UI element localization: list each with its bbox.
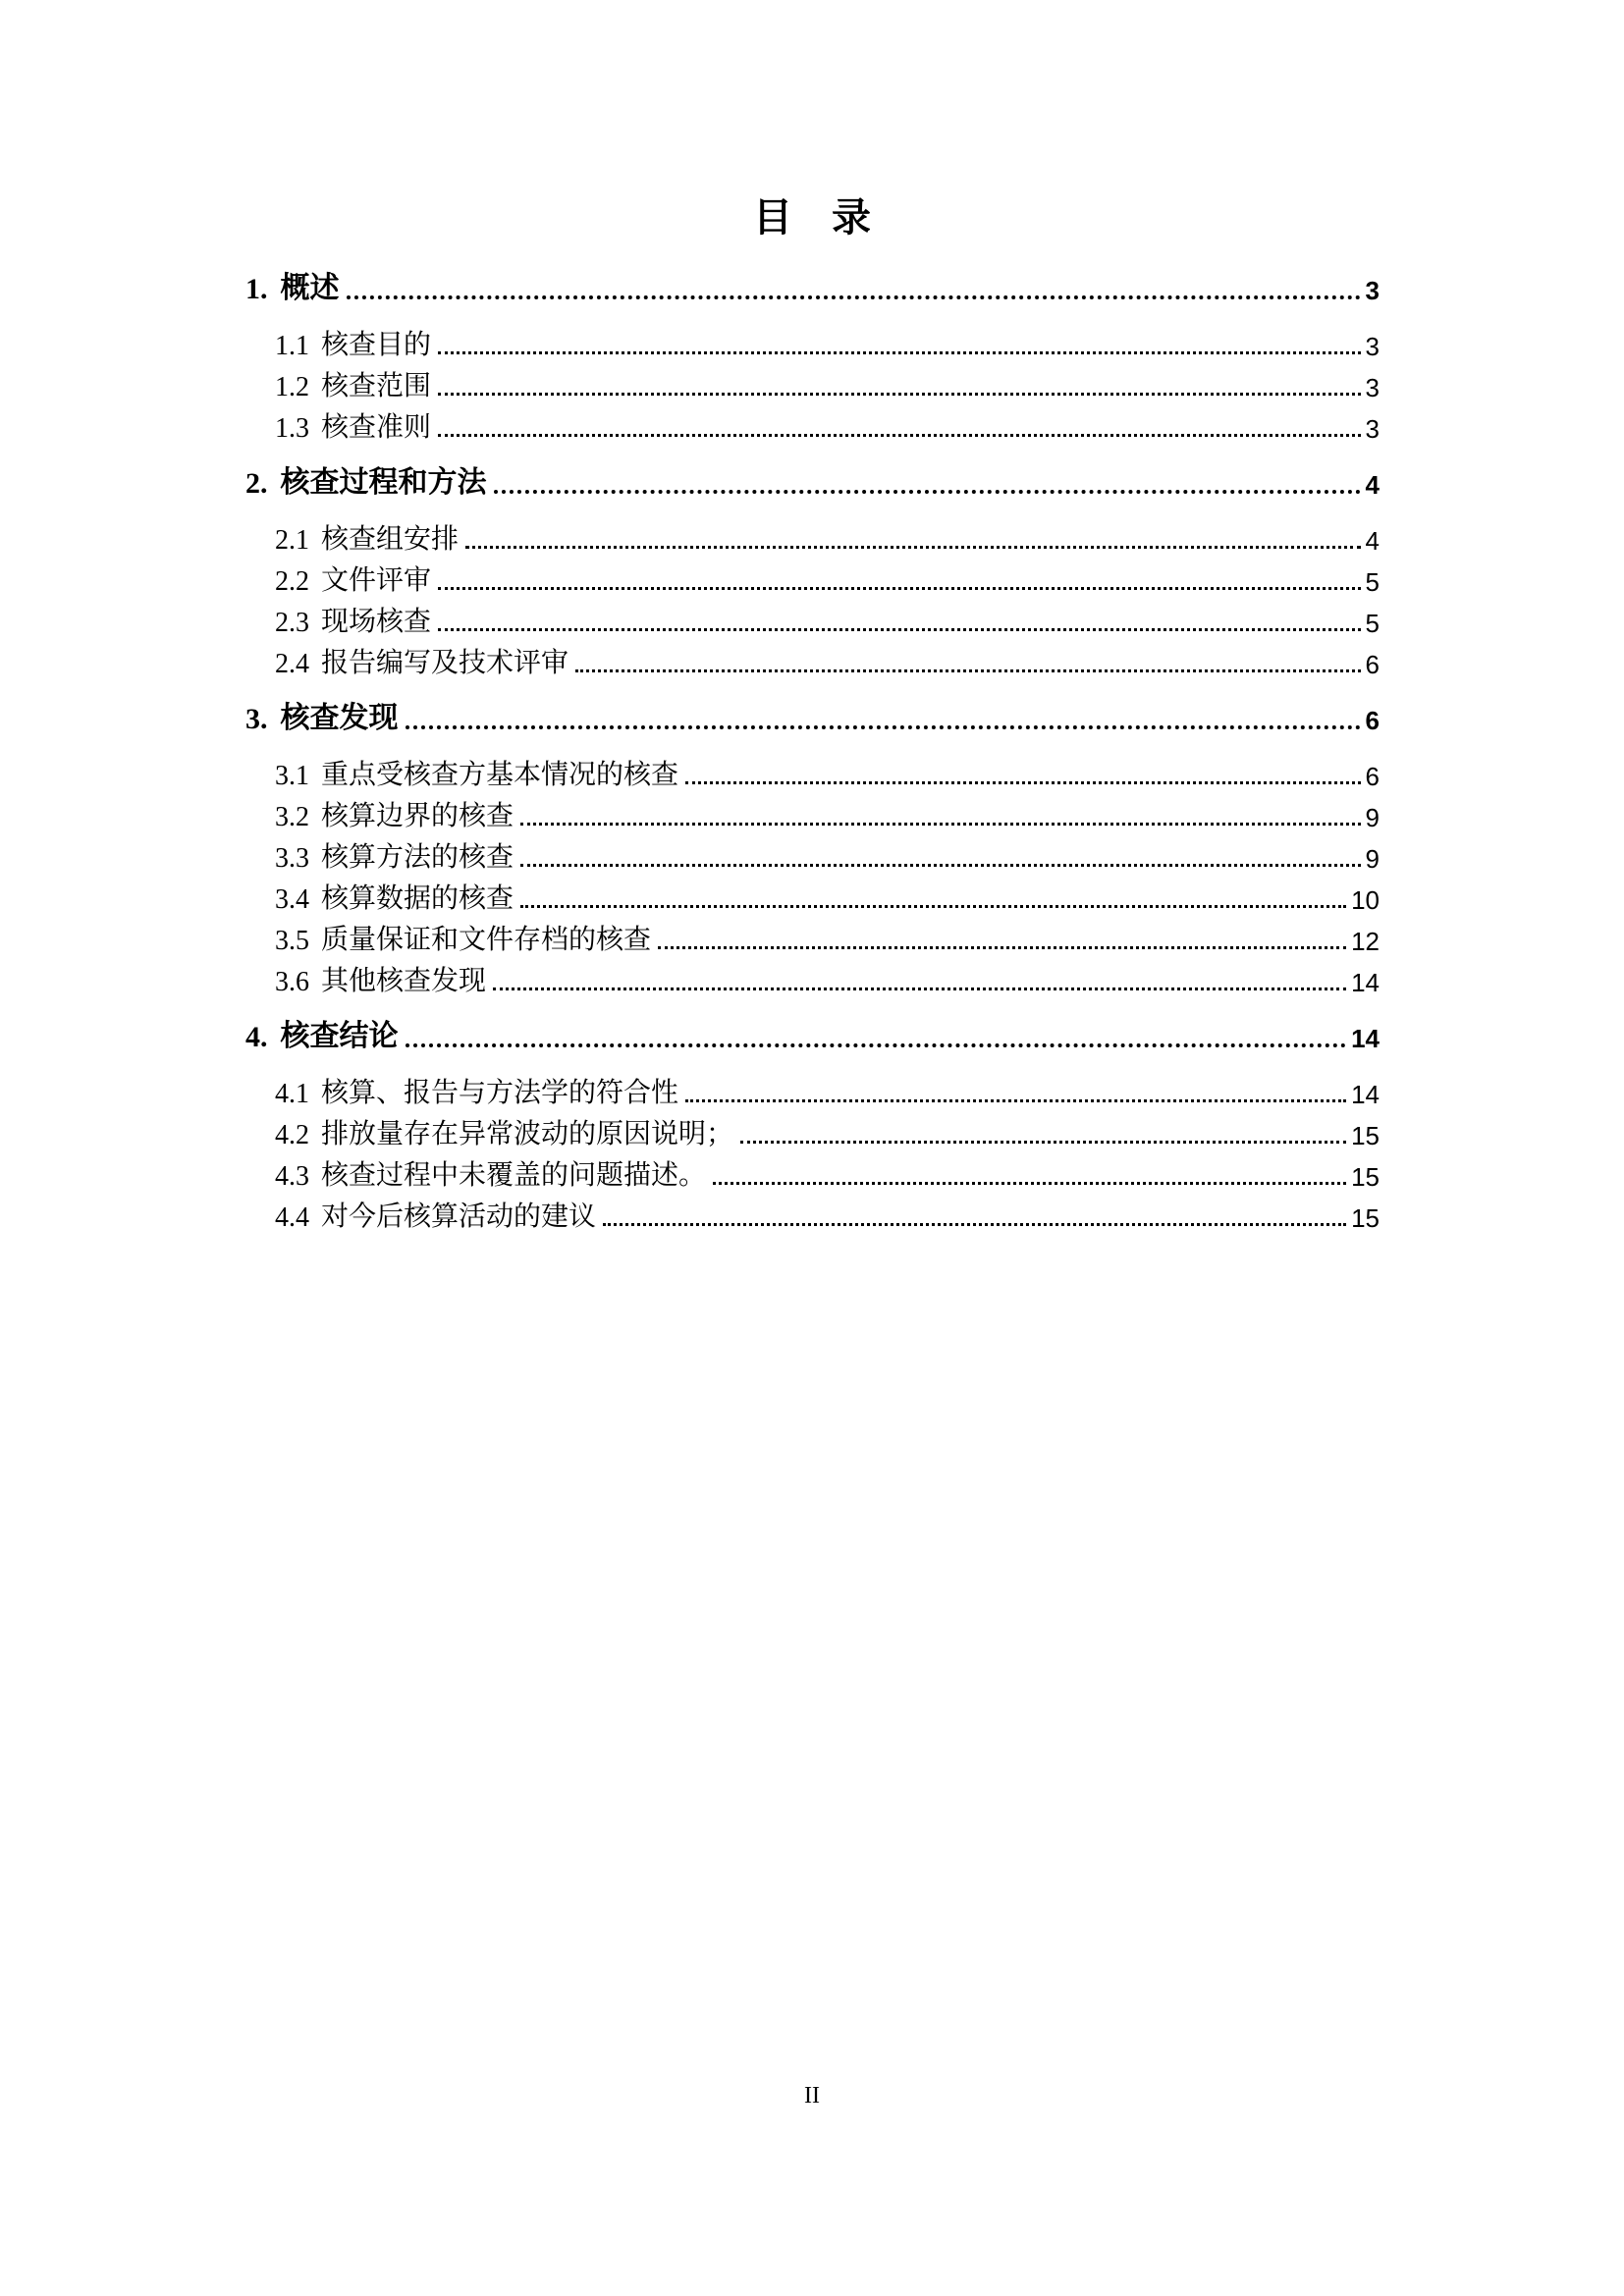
- toc-entry-title: 重点受核查方基本情况的核查: [321, 760, 679, 790]
- toc-entry-title: 核查结论: [280, 1020, 399, 1052]
- toc-entry-page-number: 6: [1365, 650, 1380, 679]
- toc-entry-page-number: 3: [1365, 373, 1380, 402]
- toc-entry-page-number: 4: [1365, 526, 1380, 556]
- toc-entry-page-number: 14: [1351, 1024, 1380, 1053]
- toc-entry-number: 4.1: [275, 1079, 309, 1109]
- toc-entry-title: 现场核查: [321, 607, 432, 637]
- toc-entry-number: 4.3: [275, 1161, 309, 1192]
- toc-entry-title: 其他核查发现: [321, 966, 487, 996]
- toc-entry-number: 2.: [245, 467, 268, 500]
- toc-entry[interactable]: [245, 751, 1380, 792]
- toc-entry-page-number: 6: [1365, 762, 1380, 791]
- toc-page-title: 目 录: [753, 195, 871, 240]
- toc-entry-number: 1.: [245, 273, 268, 305]
- toc-entry-title: 核算数据的核查: [321, 883, 514, 914]
- toc-dot-leader: [465, 546, 1361, 549]
- toc-entry-page-number: 3: [1365, 414, 1380, 444]
- toc-dot-leader: [740, 1141, 1346, 1144]
- toc-entry-number: 3.1: [275, 761, 309, 791]
- toc-entry-page-number: 5: [1365, 609, 1380, 638]
- toc-entry-number: 3.6: [275, 967, 309, 997]
- toc-dot-leader: [520, 864, 1361, 867]
- toc-entry-title: 核查过程和方法: [280, 466, 487, 499]
- toc-entry-title: 核算、报告与方法学的符合性: [321, 1078, 679, 1108]
- toc-entry-number: 2.4: [275, 649, 309, 679]
- toc-entry-title: 对今后核算活动的建议: [321, 1201, 597, 1232]
- toc-list: [245, 273, 1380, 1234]
- toc-entry-page-number: 9: [1365, 844, 1380, 874]
- toc-dot-leader: [406, 1043, 1347, 1047]
- toc-entry-number: 1.3: [275, 413, 309, 444]
- toc-dot-leader: [603, 1223, 1346, 1226]
- toc-entry[interactable]: [245, 639, 1380, 680]
- toc-dot-leader: [494, 490, 1361, 494]
- toc-entry-number: 1.2: [275, 372, 309, 402]
- toc-entry-page-number: 15: [1351, 1121, 1380, 1150]
- toc-entry-number: 3.5: [275, 926, 309, 956]
- toc-entry-page-number: 4: [1365, 470, 1380, 500]
- toc-entry-title: 核查准则: [321, 412, 432, 443]
- toc-entry[interactable]: [245, 598, 1380, 639]
- toc-entry-title: 概述: [280, 272, 340, 304]
- toc-entry-number: 3.: [245, 703, 268, 735]
- toc-entry-page-number: 15: [1351, 1162, 1380, 1192]
- toc-entry-number: 2.3: [275, 608, 309, 638]
- toc-entry-page-number: 15: [1351, 1203, 1380, 1233]
- toc-entry-number: 2.1: [275, 525, 309, 556]
- toc-entry-number: 4.4: [275, 1202, 309, 1233]
- toc-entry-page-number: 3: [1365, 276, 1380, 305]
- toc-entry-number: 4.: [245, 1021, 268, 1053]
- toc-dot-leader: [438, 393, 1361, 396]
- toc-entry[interactable]: [245, 957, 1380, 998]
- toc-dot-leader: [493, 988, 1346, 990]
- toc-entry[interactable]: [245, 1069, 1380, 1110]
- toc-entry-title: 核查范围: [321, 371, 432, 401]
- toc-dot-leader: [713, 1182, 1346, 1185]
- toc-entry[interactable]: [245, 1021, 1380, 1054]
- toc-entry-title: 质量保证和文件存档的核查: [321, 925, 652, 955]
- toc-dot-leader: [685, 1099, 1346, 1102]
- toc-entry-page-number: 14: [1351, 1080, 1380, 1109]
- toc-entry-title: 核查组安排: [321, 524, 460, 555]
- toc-entry[interactable]: [245, 515, 1380, 557]
- toc-entry-page-number: 3: [1365, 332, 1380, 361]
- toc-entry[interactable]: [245, 467, 1380, 501]
- toc-entry[interactable]: [245, 273, 1380, 306]
- toc-dot-leader: [406, 725, 1361, 729]
- toc-entry-page-number: 14: [1351, 968, 1380, 997]
- toc-entry-title: 核查发现: [280, 702, 399, 734]
- toc-entry-number: 3.4: [275, 884, 309, 915]
- toc-entry[interactable]: [245, 703, 1380, 736]
- toc-entry[interactable]: [245, 875, 1380, 916]
- toc-entry[interactable]: [245, 321, 1380, 362]
- toc-dot-leader: [520, 823, 1361, 826]
- toc-entry-number: 1.1: [275, 331, 309, 361]
- toc-entry-number: 2.2: [275, 566, 309, 597]
- toc-dot-leader: [658, 946, 1346, 949]
- toc-entry-title: 核查目的: [321, 330, 432, 360]
- toc-entry-title: 核算方法的核查: [321, 842, 514, 873]
- toc-entry[interactable]: [245, 1110, 1380, 1151]
- toc-entry[interactable]: [245, 833, 1380, 875]
- toc-entry[interactable]: [245, 362, 1380, 403]
- toc-entry-title: 核算边界的核查: [321, 801, 514, 831]
- toc-dot-leader: [438, 628, 1361, 631]
- toc-dot-leader: [575, 669, 1361, 672]
- toc-dot-leader: [520, 905, 1346, 908]
- toc-entry-number: 4.2: [275, 1120, 309, 1150]
- toc-entry[interactable]: [245, 1151, 1380, 1193]
- toc-entry-title: 文件评审: [321, 565, 432, 596]
- page-footer: [0, 2083, 1624, 2109]
- toc-entry-title: 排放量存在异常波动的原因说明；: [321, 1119, 734, 1149]
- toc-entry-page-number: 10: [1351, 885, 1380, 915]
- toc-dot-leader: [685, 781, 1361, 784]
- toc-entry-page-number: 5: [1365, 567, 1380, 597]
- toc-dot-leader: [347, 295, 1361, 299]
- toc-entry[interactable]: [245, 916, 1380, 957]
- toc-entry-number: 3.2: [275, 802, 309, 832]
- toc-entry[interactable]: [245, 403, 1380, 445]
- toc-entry-page-number: 6: [1365, 706, 1380, 735]
- footer-page-number: II: [804, 2083, 820, 2109]
- toc-dot-leader: [438, 351, 1361, 354]
- toc-entry-title: 报告编写及技术评审: [321, 648, 569, 678]
- toc-entry-page-number: 12: [1351, 927, 1380, 956]
- toc-entry-title: 核查过程中未覆盖的问题描述。: [321, 1160, 707, 1191]
- toc-entry-page-number: 9: [1365, 803, 1380, 832]
- toc-entry[interactable]: [245, 557, 1380, 598]
- toc-entry[interactable]: [245, 792, 1380, 833]
- toc-dot-leader: [438, 587, 1361, 590]
- toc-entry[interactable]: [245, 1193, 1380, 1234]
- toc-entry-number: 3.3: [275, 843, 309, 874]
- toc-dot-leader: [438, 434, 1361, 437]
